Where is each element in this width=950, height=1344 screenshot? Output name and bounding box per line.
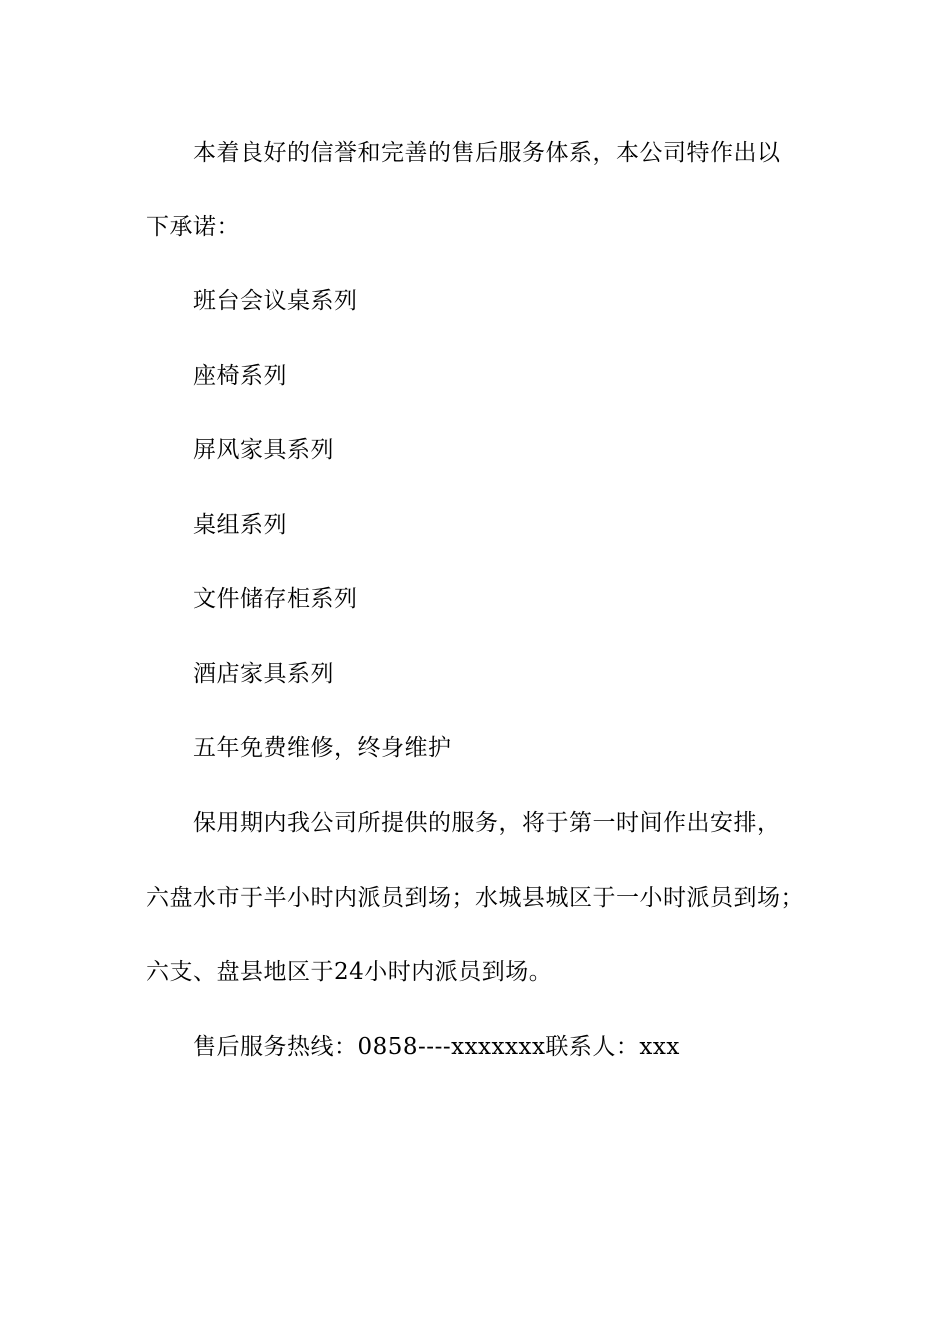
service-paragraph-line-1: 保用期内我公司所提供的服务，将于第一时间作出安排， bbox=[193, 810, 781, 836]
product-series-item: 文件储存柜系列 bbox=[193, 586, 358, 612]
warranty-line: 五年免费维修，终身维护 bbox=[193, 735, 452, 761]
service-paragraph-line-3: 六支、盘县地区于24小时内派员到场。 bbox=[146, 959, 553, 985]
service-paragraph-line-2: 六盘水市于半小时内派员到场；水城县城区于一小时派员到场； bbox=[146, 885, 804, 911]
product-series-item: 屏风家具系列 bbox=[193, 437, 334, 463]
product-series-item: 座椅系列 bbox=[193, 363, 287, 389]
product-series-item: 桌组系列 bbox=[193, 512, 287, 538]
intro-paragraph-line-1: 本着良好的信誉和完善的售后服务体系，本公司特作出以 bbox=[193, 140, 781, 166]
product-series-item: 班台会议桌系列 bbox=[193, 288, 358, 314]
intro-paragraph-line-2: 下承诺： bbox=[146, 214, 240, 240]
product-series-item: 酒店家具系列 bbox=[193, 661, 334, 687]
hotline-contact-line: 售后服务热线：0858----xxxxxxx联系人：xxx bbox=[193, 1034, 680, 1060]
